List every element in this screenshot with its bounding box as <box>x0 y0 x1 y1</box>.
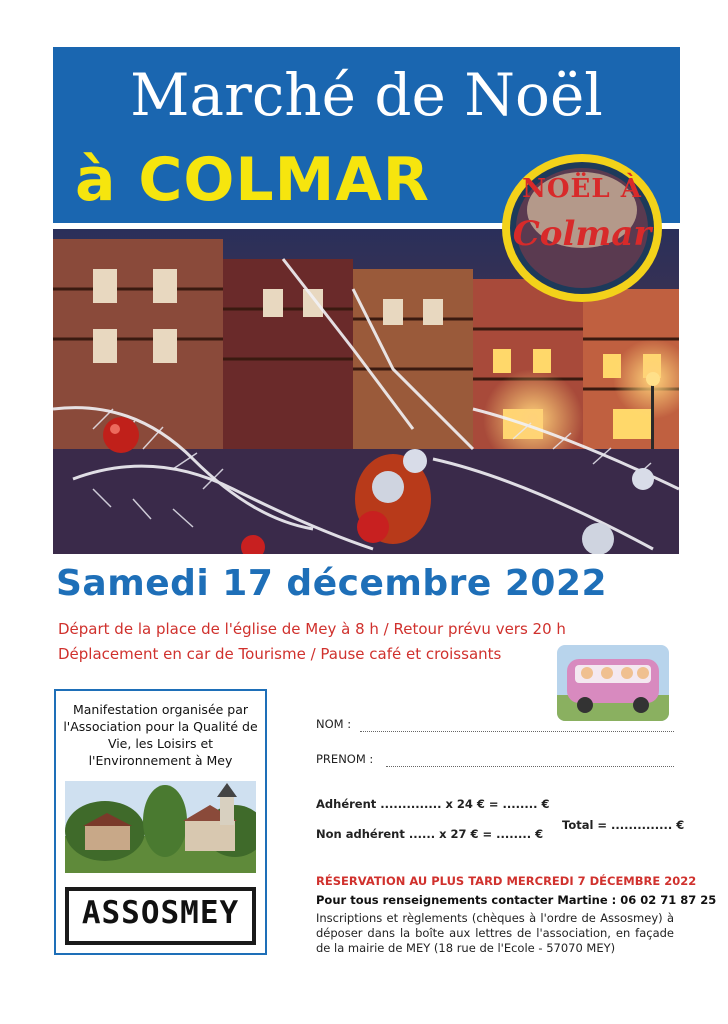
noel-a-colmar-badge <box>497 150 667 306</box>
title-line1: Marché de Noël <box>130 61 603 129</box>
nom-label: NOM : <box>316 717 352 731</box>
prenom-input-line[interactable] <box>386 765 674 767</box>
village-photo <box>65 781 256 873</box>
badge-line2: Colmar <box>512 214 652 254</box>
payment-info: Inscriptions et règlements (chèques à l'ordre de Assosmey) à déposer dans la boîte aux lettres de l'association, en façade de la mairie de MEY (18 rue de l'Ecole - 57070 MEY) <box>316 911 674 955</box>
nom-input-line[interactable] <box>360 730 674 732</box>
assosmey-logo <box>65 887 256 945</box>
reservation-deadline: RÉSERVATION AU PLUS TARD MERCREDI 7 DÉCEMBRE 2022 <box>316 874 697 888</box>
badge-line1: NOËL À <box>522 174 642 204</box>
total-line: Total = .............. € <box>562 818 685 832</box>
contact-info: Pour tous renseignements contacter Martine : 06 02 71 87 25 <box>316 893 717 907</box>
bus-illustration <box>557 645 669 721</box>
organizer-box <box>54 689 267 955</box>
title-line2: à COLMAR <box>75 145 430 215</box>
prenom-label: PRENOM : <box>316 752 374 766</box>
event-date: Samedi 17 décembre 2022 <box>56 563 608 604</box>
non-adherent-line: Non adhérent ...... x 27 € = ........ € <box>316 827 544 841</box>
organizer-text: Manifestation organisée par l'Association pour la Qualité de Vie, les Loisirs et l'Environnement à Mey <box>63 702 258 768</box>
adherent-line: Adhérent .............. x 24 € = ........ € <box>316 797 550 811</box>
logo-text: ASSOSMEY <box>81 895 240 931</box>
travel-info: Déplacement en car de Tourisme / Pause café et croissants <box>58 645 502 663</box>
departure-info: Départ de la place de l'église de Mey à 8 h / Retour prévu vers 20 h <box>58 620 566 638</box>
